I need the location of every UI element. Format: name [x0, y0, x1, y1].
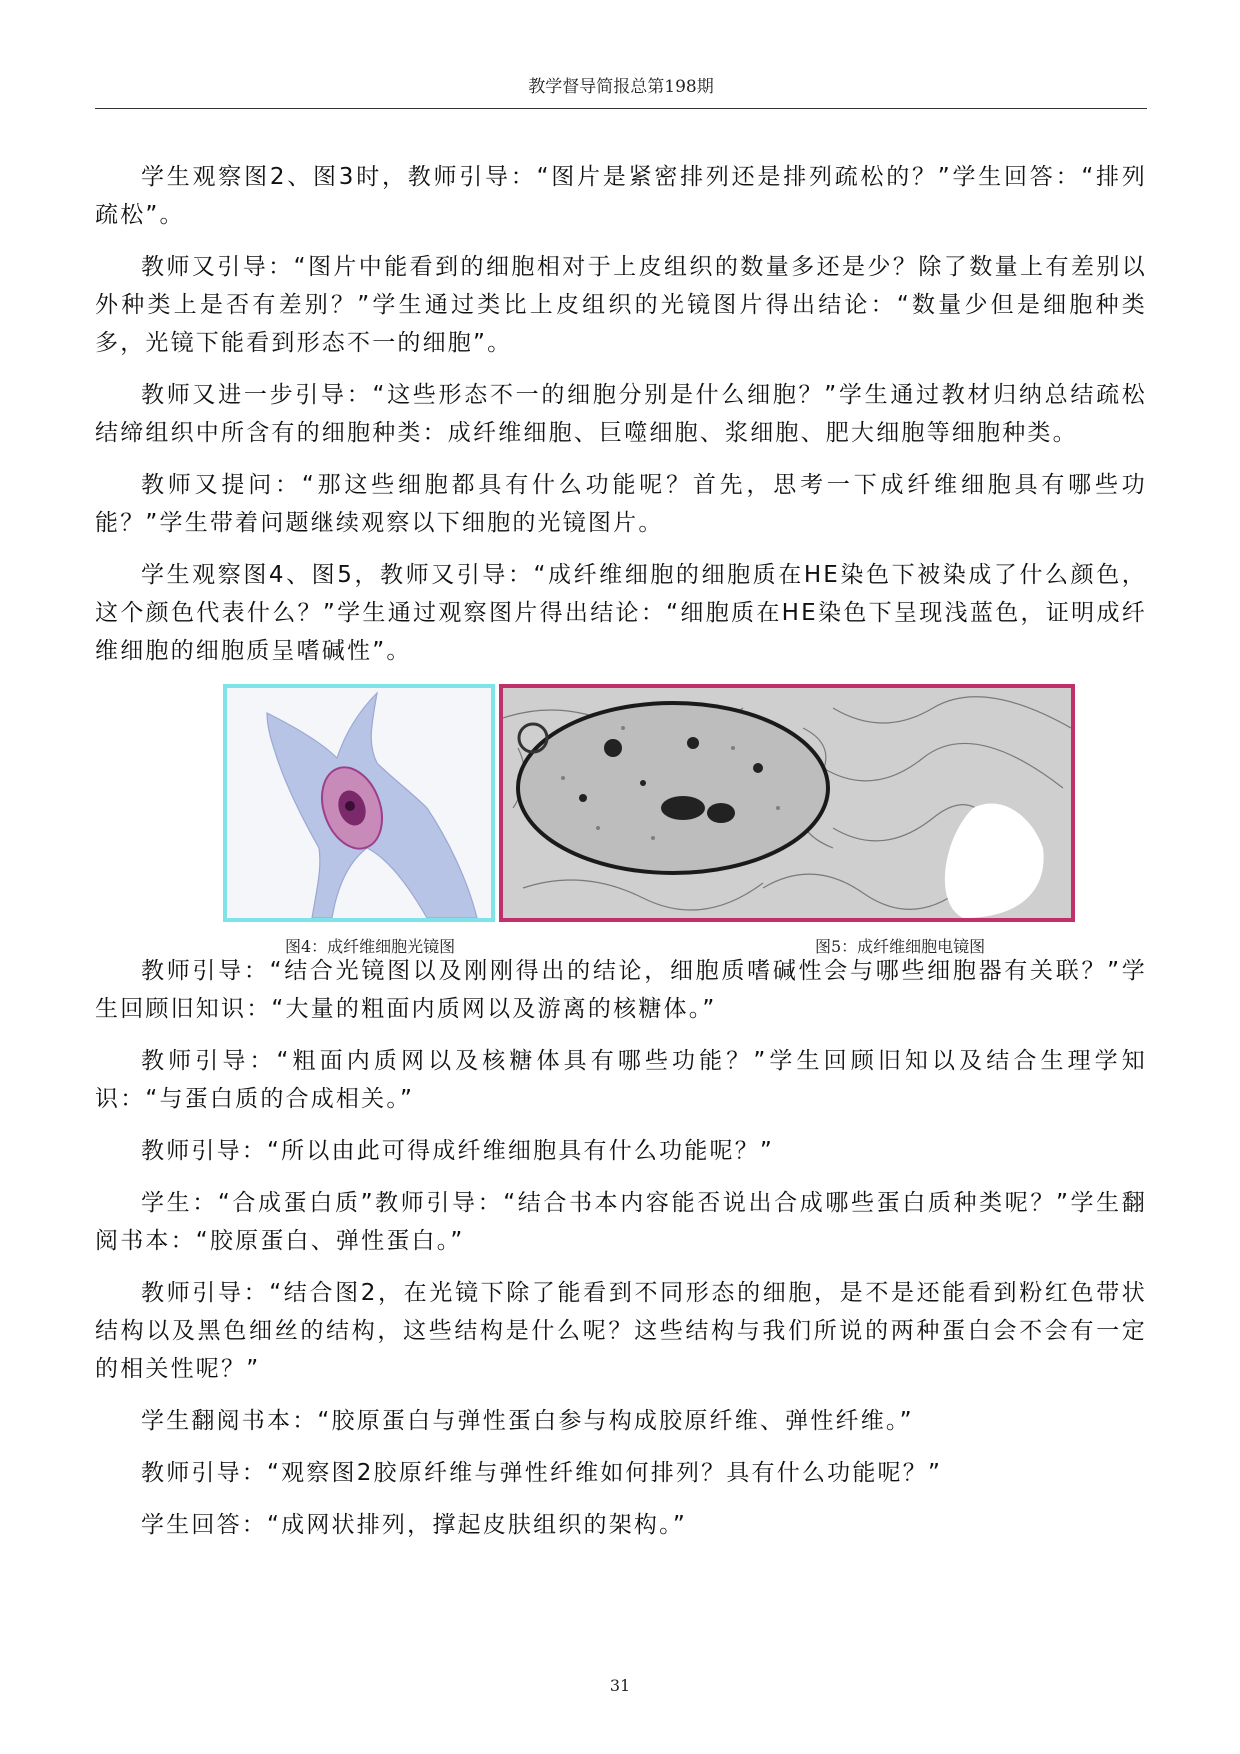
paragraph: 教师又进一步引导：“这些形态不一的细胞分别是什么细胞？”学生通过教材归纳总结疏松结缔组织中所含有的细胞种类：成纤维细胞、巨噬细胞、浆细胞、肥大细胞等细胞种类。: [95, 382, 1147, 446]
figure-4-caption: 图4：成纤维细胞光镜图: [285, 937, 456, 956]
paragraph: 学生：“合成蛋白质”教师引导：“结合书本内容能否说出合成哪些蛋白质种类呢？”学生翻阅书本：“胶原蛋白、弹性蛋白。”: [95, 1190, 1147, 1254]
figure-5-caption: 图5：成纤维细胞电镜图: [815, 937, 986, 956]
main-content: [95, 158, 1147, 1558]
fibroblast-light-image: [227, 688, 491, 918]
figure-row: [95, 684, 1147, 956]
fibroblast-electron-micrograph: [499, 684, 1075, 922]
paragraph: 学生观察图4、图5，教师又引导：“成纤维细胞的细胞质在HE染色下被染成了什么颜色，这个颜色代表什么？”学生通过观察图片得出结论：“细胞质在HE染色下呈现浅蓝色，证明成纤维细胞的细胞质呈嗜碱性”。: [95, 562, 1147, 664]
fibroblast-em-image: [503, 688, 1071, 918]
paragraph: 教师引导：“结合光镜图以及刚刚得出的结论，细胞质嗜碱性会与哪些细胞器有关联？”学生回顾旧知识：“大量的粗面内质网以及游离的核糖体。”: [95, 958, 1147, 1022]
paragraph: 教师引导：“粗面内质网以及核糖体具有哪些功能？”学生回顾旧知以及结合生理学知识：“与蛋白质的合成相关。”: [95, 1048, 1147, 1112]
running-header: [95, 72, 1147, 109]
paragraph: 教师引导：“结合图2，在光镜下除了能看到不同形态的细胞，是不是还能看到粉红色带状结构以及黑色细丝的结构，这些结构是什么呢？这些结构与我们所说的两种蛋白会不会有一定的相关性呢？”: [95, 1280, 1147, 1382]
paragraph: 教师又提问：“那这些细胞都具有什么功能呢？首先，思考一下成纤维细胞具有哪些功能？”学生带着问题继续观察以下细胞的光镜图片。: [95, 472, 1147, 536]
paragraph: 学生翻阅书本：“胶原蛋白与弹性蛋白参与构成胶原纤维、弹性纤维。”: [141, 1408, 914, 1434]
paragraph: 教师引导：“所以由此可得成纤维细胞具有什么功能呢？”: [141, 1138, 775, 1164]
fibroblast-light-micrograph: [223, 684, 495, 922]
paragraph: 学生回答：“成网状排列，撑起皮肤组织的架构。”: [141, 1512, 687, 1538]
paragraph: 教师又引导：“图片中能看到的细胞相对于上皮组织的数量多还是少？除了数量上有差别以外种类上是否有差别？”学生通过类比上皮组织的光镜图片得出结论：“数量少但是细胞种类多，光镜下能看到形态不一的细胞”。: [95, 254, 1147, 356]
page-number: 31: [609, 1676, 631, 1695]
header-title: 教学督导简报总第198期: [528, 77, 714, 97]
paragraph: 教师引导：“观察图2胶原纤维与弹性纤维如何排列？具有什么功能呢？”: [141, 1460, 943, 1486]
paragraph: 学生观察图2、图3时，教师引导：“图片是紧密排列还是排列疏松的？”学生回答：“排列疏松”。: [95, 164, 1147, 228]
